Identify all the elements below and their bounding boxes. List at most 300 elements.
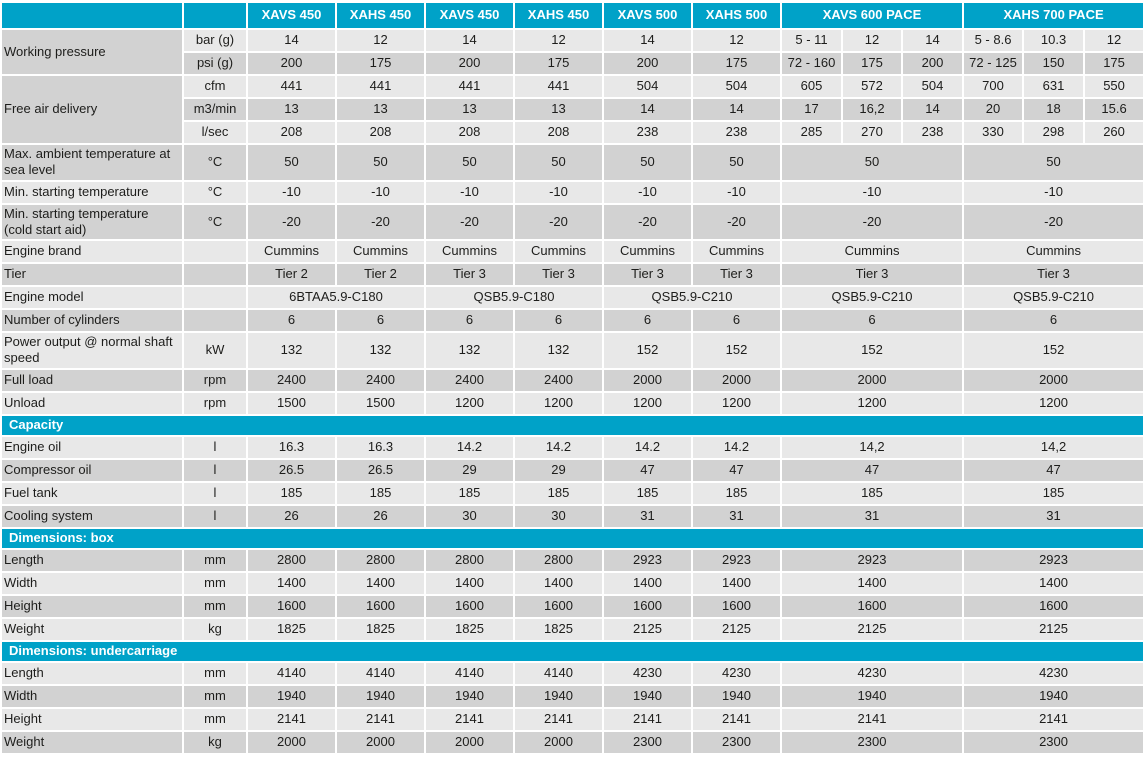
value-cell: 1200	[426, 393, 513, 414]
compressor-spec-table	[0, 1, 1145, 755]
value-cell: 14	[426, 30, 513, 51]
unit-cell: kg	[184, 619, 246, 640]
value-cell: 2800	[248, 550, 335, 571]
model-header-cell: XAHS 500	[693, 3, 780, 28]
value-cell: 185	[515, 483, 602, 504]
value-cell: 175	[693, 53, 780, 74]
value-cell: 185	[604, 483, 691, 504]
value-cell: 175	[337, 53, 424, 74]
value-cell: -20	[693, 205, 780, 240]
value-cell: -20	[515, 205, 602, 240]
unit-cell: mm	[184, 686, 246, 707]
value-cell: Tier 3	[782, 264, 962, 285]
value-cell: Tier 2	[248, 264, 335, 285]
model-header-cell: XAVS 450	[426, 3, 513, 28]
value-cell: 6	[248, 310, 335, 331]
value-cell: 185	[248, 483, 335, 504]
value-cell: 605	[782, 76, 841, 97]
value-cell: 31	[604, 506, 691, 527]
value-cell: 1200	[964, 393, 1143, 414]
unit-cell	[184, 287, 246, 308]
spec-row	[2, 709, 1143, 730]
spec-row	[2, 550, 1143, 571]
corner-label-cell	[2, 3, 182, 28]
value-cell: 2141	[782, 709, 962, 730]
value-cell: Tier 2	[337, 264, 424, 285]
value-cell: 238	[693, 122, 780, 143]
value-cell: Cummins	[964, 241, 1143, 262]
model-header-cell: XAVS 450	[248, 3, 335, 28]
unit-cell: l	[184, 437, 246, 458]
unit-cell: l	[184, 483, 246, 504]
value-cell: 12	[515, 30, 602, 51]
value-cell: 26.5	[337, 460, 424, 481]
spec-row	[2, 686, 1143, 707]
value-cell: 550	[1085, 76, 1143, 97]
value-cell: 175	[1085, 53, 1143, 74]
row-label: Number of cylinders	[2, 310, 182, 331]
value-cell: -20	[248, 205, 335, 240]
value-cell: 2141	[426, 709, 513, 730]
value-cell: 200	[903, 53, 962, 74]
value-cell: 2125	[782, 619, 962, 640]
value-cell: 1940	[693, 686, 780, 707]
value-cell: 50	[964, 145, 1143, 180]
value-cell: 700	[964, 76, 1022, 97]
value-cell: 2300	[964, 732, 1143, 753]
value-cell: 631	[1024, 76, 1083, 97]
value-cell: 29	[426, 460, 513, 481]
value-cell: 6	[515, 310, 602, 331]
value-cell: 1200	[515, 393, 602, 414]
value-cell: 2141	[964, 709, 1143, 730]
unit-cell: l	[184, 460, 246, 481]
value-cell: 1940	[337, 686, 424, 707]
value-cell: 152	[964, 333, 1143, 368]
value-cell: 2000	[693, 370, 780, 391]
value-cell: 6	[426, 310, 513, 331]
value-cell: 31	[964, 506, 1143, 527]
section-header: Dimensions: box	[2, 529, 1143, 548]
row-label: Height	[2, 709, 182, 730]
value-cell: 150	[1024, 53, 1083, 74]
value-cell: 1940	[964, 686, 1143, 707]
value-cell: -10	[337, 182, 424, 203]
spec-row	[2, 145, 1143, 180]
value-cell: 31	[693, 506, 780, 527]
value-cell: 152	[693, 333, 780, 368]
value-cell: 1825	[515, 619, 602, 640]
value-cell: 1400	[248, 573, 335, 594]
value-cell: 50	[248, 145, 335, 180]
spec-row	[2, 393, 1143, 414]
value-cell: 2000	[337, 732, 424, 753]
value-cell: 185	[964, 483, 1143, 504]
value-cell: -10	[248, 182, 335, 203]
unit-cell: l/sec	[184, 122, 246, 143]
value-cell: 1400	[604, 573, 691, 594]
value-cell: 14	[604, 30, 691, 51]
value-cell: 30	[515, 506, 602, 527]
unit-cell: psi (g)	[184, 53, 246, 74]
value-cell: 185	[426, 483, 513, 504]
value-cell: 1600	[964, 596, 1143, 617]
value-cell: 16.3	[248, 437, 335, 458]
value-cell: 31	[782, 506, 962, 527]
row-label: Max. ambient temperature at sea level	[2, 145, 182, 180]
value-cell: Cummins	[515, 241, 602, 262]
row-label: Tier	[2, 264, 182, 285]
value-cell: 26	[337, 506, 424, 527]
spec-row	[2, 76, 1143, 97]
value-cell: 1825	[426, 619, 513, 640]
value-cell: 2800	[515, 550, 602, 571]
row-label: Weight	[2, 732, 182, 753]
spec-row	[2, 460, 1143, 481]
spec-row	[2, 573, 1143, 594]
row-label: Engine oil	[2, 437, 182, 458]
value-cell: 185	[782, 483, 962, 504]
value-cell: 441	[515, 76, 602, 97]
unit-cell	[184, 310, 246, 331]
row-label: Compressor oil	[2, 460, 182, 481]
value-cell: QSB5.9-C210	[604, 287, 780, 308]
value-cell: 14	[903, 99, 962, 120]
value-cell: -10	[515, 182, 602, 203]
value-cell: 152	[782, 333, 962, 368]
value-cell: 132	[426, 333, 513, 368]
value-cell: 200	[604, 53, 691, 74]
value-cell: 1940	[426, 686, 513, 707]
value-cell: 14.2	[426, 437, 513, 458]
spec-row	[2, 370, 1143, 391]
value-cell: 2000	[426, 732, 513, 753]
section-header-row	[2, 416, 1143, 435]
value-cell: 2400	[248, 370, 335, 391]
value-cell: -20	[426, 205, 513, 240]
value-cell: 2923	[782, 550, 962, 571]
value-cell: 2400	[515, 370, 602, 391]
value-cell: 1600	[782, 596, 962, 617]
unit-cell: mm	[184, 573, 246, 594]
spec-row	[2, 596, 1143, 617]
unit-cell: kW	[184, 333, 246, 368]
value-cell: 12	[843, 30, 901, 51]
model-header-row	[2, 3, 1143, 28]
section-header: Dimensions: undercarriage	[2, 642, 1143, 661]
value-cell: 4140	[515, 663, 602, 684]
value-cell: 1600	[248, 596, 335, 617]
value-cell: 18	[1024, 99, 1083, 120]
value-cell: 208	[248, 122, 335, 143]
model-header-cell: XAVS 500	[604, 3, 691, 28]
value-cell: 4230	[964, 663, 1143, 684]
value-cell: 2125	[964, 619, 1143, 640]
value-cell: 298	[1024, 122, 1083, 143]
value-cell: 12	[337, 30, 424, 51]
value-cell: 2000	[964, 370, 1143, 391]
value-cell: Tier 3	[693, 264, 780, 285]
value-cell: Cummins	[337, 241, 424, 262]
value-cell: -10	[782, 182, 962, 203]
value-cell: 12	[693, 30, 780, 51]
unit-cell: mm	[184, 596, 246, 617]
row-label: Engine brand	[2, 241, 182, 262]
value-cell: 4230	[693, 663, 780, 684]
value-cell: 14	[604, 99, 691, 120]
value-cell: 13	[337, 99, 424, 120]
value-cell: 14	[693, 99, 780, 120]
value-cell: QSB5.9-C210	[964, 287, 1143, 308]
unit-cell: mm	[184, 663, 246, 684]
value-cell: 2000	[604, 370, 691, 391]
value-cell: 200	[426, 53, 513, 74]
value-cell: 72 - 125	[964, 53, 1022, 74]
row-label: Unload	[2, 393, 182, 414]
value-cell: -10	[964, 182, 1143, 203]
value-cell: Cummins	[426, 241, 513, 262]
row-label: Fuel tank	[2, 483, 182, 504]
unit-cell: rpm	[184, 370, 246, 391]
value-cell: 2400	[426, 370, 513, 391]
value-cell: 26	[248, 506, 335, 527]
value-cell: 29	[515, 460, 602, 481]
model-header-cell: XAVS 600 PACE	[782, 3, 962, 28]
value-cell: 1940	[248, 686, 335, 707]
row-label: Working pressure	[2, 30, 182, 74]
value-cell: 1400	[426, 573, 513, 594]
value-cell: 2923	[693, 550, 780, 571]
row-label: Free air delivery	[2, 76, 182, 143]
value-cell: 14,2	[782, 437, 962, 458]
value-cell: Tier 3	[426, 264, 513, 285]
value-cell: 47	[964, 460, 1143, 481]
value-cell: 185	[337, 483, 424, 504]
value-cell: 132	[515, 333, 602, 368]
value-cell: QSB5.9-C180	[426, 287, 602, 308]
section-header-row	[2, 642, 1143, 661]
value-cell: 50	[693, 145, 780, 180]
value-cell: 238	[903, 122, 962, 143]
value-cell: 330	[964, 122, 1022, 143]
row-label: Length	[2, 550, 182, 571]
value-cell: 1400	[515, 573, 602, 594]
value-cell: 1400	[337, 573, 424, 594]
value-cell: Cummins	[248, 241, 335, 262]
value-cell: 1940	[604, 686, 691, 707]
value-cell: 14	[903, 30, 962, 51]
spec-row	[2, 619, 1143, 640]
spec-row	[2, 287, 1143, 308]
spec-row	[2, 30, 1143, 51]
value-cell: 2923	[604, 550, 691, 571]
value-cell: 15.6	[1085, 99, 1143, 120]
value-cell: 1600	[426, 596, 513, 617]
row-label: Full load	[2, 370, 182, 391]
value-cell: 50	[604, 145, 691, 180]
value-cell: 1200	[782, 393, 962, 414]
row-label: Engine model	[2, 287, 182, 308]
unit-cell: °C	[184, 205, 246, 240]
spec-row	[2, 310, 1143, 331]
row-label: Width	[2, 686, 182, 707]
row-label: Power output @ normal shaft speed	[2, 333, 182, 368]
value-cell: 441	[248, 76, 335, 97]
value-cell: 1940	[515, 686, 602, 707]
value-cell: 10.3	[1024, 30, 1083, 51]
value-cell: 6	[604, 310, 691, 331]
model-header-cell: XAHS 450	[337, 3, 424, 28]
row-label: Height	[2, 596, 182, 617]
value-cell: 4230	[782, 663, 962, 684]
value-cell: 175	[843, 53, 901, 74]
value-cell: Tier 3	[964, 264, 1143, 285]
value-cell: Tier 3	[604, 264, 691, 285]
value-cell: 2923	[964, 550, 1143, 571]
value-cell: 50	[782, 145, 962, 180]
value-cell: -20	[964, 205, 1143, 240]
value-cell: 47	[604, 460, 691, 481]
value-cell: 504	[693, 76, 780, 97]
value-cell: 47	[782, 460, 962, 481]
value-cell: 16,2	[843, 99, 901, 120]
unit-cell: kg	[184, 732, 246, 753]
value-cell: 16.3	[337, 437, 424, 458]
value-cell: -20	[782, 205, 962, 240]
value-cell: 441	[337, 76, 424, 97]
value-cell: 2141	[515, 709, 602, 730]
value-cell: 26.5	[248, 460, 335, 481]
value-cell: 185	[693, 483, 780, 504]
value-cell: 2300	[604, 732, 691, 753]
value-cell: 1600	[693, 596, 780, 617]
value-cell: 1940	[782, 686, 962, 707]
value-cell: 2141	[693, 709, 780, 730]
value-cell: 6	[964, 310, 1143, 331]
value-cell: 504	[903, 76, 962, 97]
spec-row	[2, 506, 1143, 527]
value-cell: 1400	[964, 573, 1143, 594]
value-cell: 2000	[515, 732, 602, 753]
value-cell: Cummins	[782, 241, 962, 262]
value-cell: 6	[782, 310, 962, 331]
value-cell: 14	[248, 30, 335, 51]
value-cell: -20	[337, 205, 424, 240]
spec-row	[2, 437, 1143, 458]
spec-row	[2, 182, 1143, 203]
value-cell: 6	[693, 310, 780, 331]
value-cell: 1400	[782, 573, 962, 594]
value-cell: 175	[515, 53, 602, 74]
value-cell: 132	[248, 333, 335, 368]
unit-cell	[184, 264, 246, 285]
value-cell: 152	[604, 333, 691, 368]
unit-cell: rpm	[184, 393, 246, 414]
model-header-cell: XAHS 700 PACE	[964, 3, 1143, 28]
value-cell: 1600	[337, 596, 424, 617]
value-cell: -10	[604, 182, 691, 203]
value-cell: 30	[426, 506, 513, 527]
value-cell: 1600	[515, 596, 602, 617]
section-header: Capacity	[2, 416, 1143, 435]
unit-cell: bar (g)	[184, 30, 246, 51]
value-cell: 1200	[604, 393, 691, 414]
unit-cell: cfm	[184, 76, 246, 97]
value-cell: 285	[782, 122, 841, 143]
value-cell: 13	[426, 99, 513, 120]
value-cell: 14,2	[964, 437, 1143, 458]
value-cell: 5 - 8.6	[964, 30, 1022, 51]
value-cell: 1600	[604, 596, 691, 617]
value-cell: 2300	[693, 732, 780, 753]
value-cell: 50	[515, 145, 602, 180]
value-cell: -20	[604, 205, 691, 240]
value-cell: 132	[337, 333, 424, 368]
value-cell: 441	[426, 76, 513, 97]
unit-cell: mm	[184, 709, 246, 730]
value-cell: 5 - 11	[782, 30, 841, 51]
value-cell: 4140	[248, 663, 335, 684]
value-cell: 208	[515, 122, 602, 143]
spec-row	[2, 483, 1143, 504]
value-cell: QSB5.9-C210	[782, 287, 962, 308]
row-label: Min. starting temperature (cold start aid)	[2, 205, 182, 240]
spec-table-header	[2, 3, 1143, 28]
spec-row	[2, 333, 1143, 368]
value-cell: 14.2	[693, 437, 780, 458]
model-header-cell: XAHS 450	[515, 3, 602, 28]
value-cell: 12	[1085, 30, 1143, 51]
value-cell: 50	[337, 145, 424, 180]
value-cell: Cummins	[604, 241, 691, 262]
unit-cell: mm	[184, 550, 246, 571]
value-cell: 1500	[337, 393, 424, 414]
value-cell: 2125	[604, 619, 691, 640]
value-cell: 13	[515, 99, 602, 120]
spec-row	[2, 732, 1143, 753]
value-cell: 1400	[693, 573, 780, 594]
value-cell: 2000	[248, 732, 335, 753]
row-label: Min. starting temperature	[2, 182, 182, 203]
spec-row	[2, 241, 1143, 262]
value-cell: 270	[843, 122, 901, 143]
value-cell: 17	[782, 99, 841, 120]
value-cell: 238	[604, 122, 691, 143]
value-cell: 50	[426, 145, 513, 180]
value-cell: 72 - 160	[782, 53, 841, 74]
value-cell: 2400	[337, 370, 424, 391]
spec-row	[2, 264, 1143, 285]
spec-row	[2, 205, 1143, 240]
unit-cell	[184, 241, 246, 262]
value-cell: 2000	[782, 370, 962, 391]
value-cell: 504	[604, 76, 691, 97]
value-cell: 260	[1085, 122, 1143, 143]
unit-cell: °C	[184, 145, 246, 180]
value-cell: 208	[337, 122, 424, 143]
value-cell: 4140	[426, 663, 513, 684]
value-cell: Tier 3	[515, 264, 602, 285]
spec-table-body	[2, 30, 1143, 753]
value-cell: 208	[426, 122, 513, 143]
value-cell: 13	[248, 99, 335, 120]
value-cell: 1825	[337, 619, 424, 640]
value-cell: 2800	[426, 550, 513, 571]
value-cell: 572	[843, 76, 901, 97]
section-header-row	[2, 529, 1143, 548]
value-cell: 20	[964, 99, 1022, 120]
unit-cell: m3/min	[184, 99, 246, 120]
